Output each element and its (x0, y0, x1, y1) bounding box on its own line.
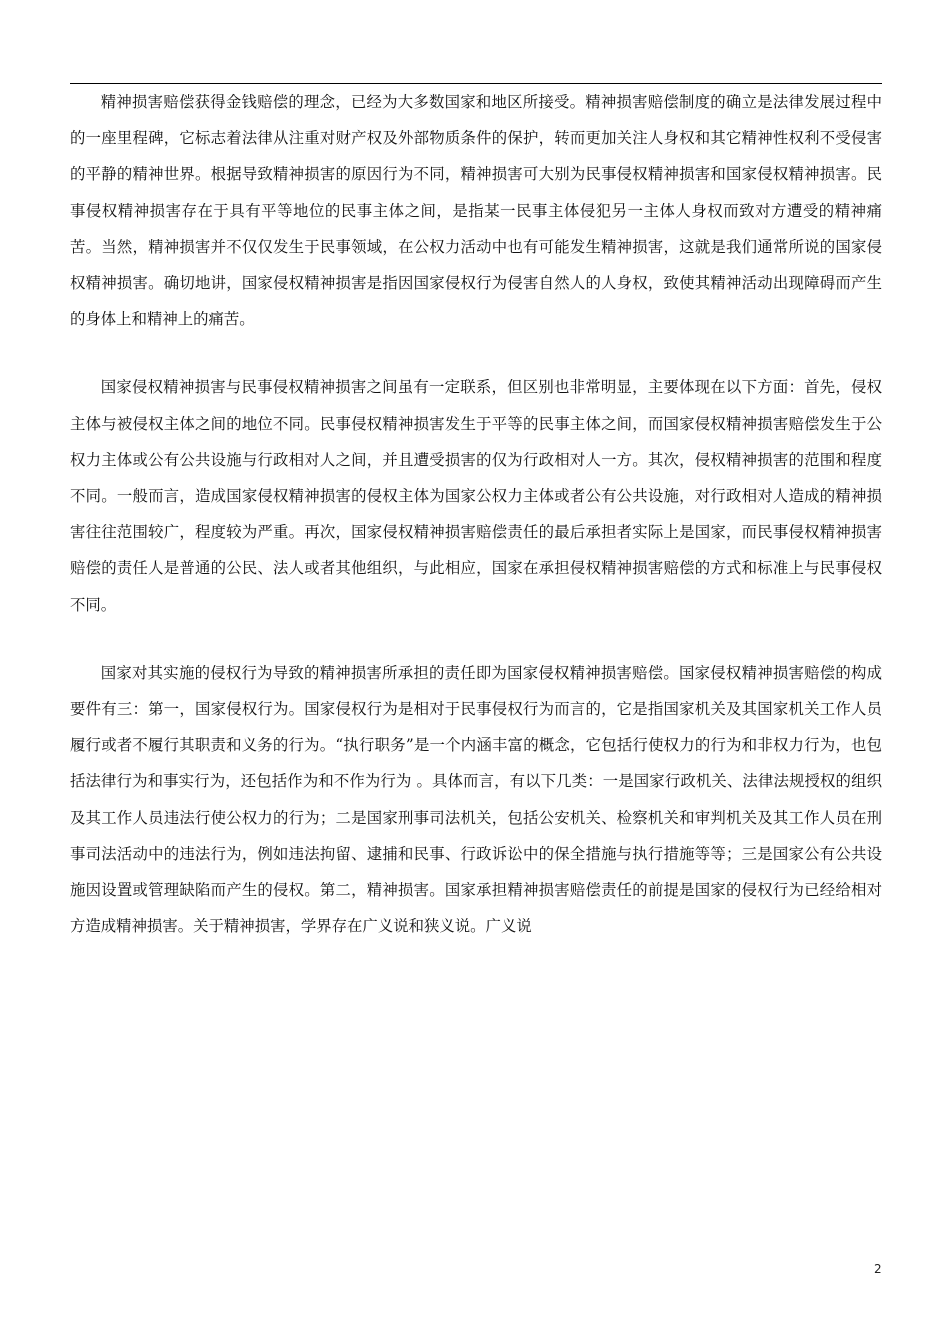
paragraph-1: 精神损害赔偿获得金钱赔偿的理念，已经为大多数国家和地区所接受。精神损害赔偿制度的确立是法律发展过程中的一座里程碑，它标志着法律从注重对财产权及外部物质条件的保护，转而更加关注人身权和其它精神性权利不受侵害的平静的精神世界。根据导致精神损害的原因行为不同，精神损害可大别为民事侵权精神损害和国家侵权精神损害。民事侵权精神损害存在于具有平等地位的民事主体之间，是指某一民事主体侵犯另一主体人身权而致对方遭受的精神痛苦。当然，精神损害并不仅仅发生于民事领域，在公权力活动中也有可能发生精神损害，这就是我们通常所说的国家侵权精神损害。确切地讲，国家侵权精神损害是指因国家侵权行为侵害自然人的人身权，致使其精神活动出现障碍而产生的身体上和精神上的痛苦。 (70, 93, 882, 329)
document-body (70, 84, 882, 976)
page-number: 2 (874, 1262, 882, 1276)
paragraph-2: 国家侵权精神损害与民事侵权精神损害之间虽有一定联系，但区别也非常明显，主要体现在以下方面：首先，侵权主体与被侵权主体之间的地位不同。民事侵权精神损害发生于平等的民事主体之间，而国家侵权精神损害赔偿发生于公权力主体或公有公共设施与行政相对人之间，并且遭受损害的仅为行政相对人一方。其次，侵权精神损害的范围和程度不同。一般而言，造成国家侵权精神损害的侵权主体为国家公权力主体或者公有公共设施，对行政相对人造成的精神损害往往范围较广，程度较为严重。再次，国家侵权精神损害赔偿责任的最后承担者实际上是国家，而民事侵权精神损害赔偿的责任人是普通的公民、法人或者其他组织，与此相应，国家在承担侵权精神损害赔偿的方式和标准上与民事侵权不同。 (70, 378, 882, 614)
paragraph-3: 国家对其实施的侵权行为导致的精神损害所承担的责任即为国家侵权精神损害赔偿。国家侵权精神损害赔偿的构成要件有三：第一，国家侵权行为。国家侵权行为是相对于民事侵权行为而言的，它是指国家机关及其国家机关工作人员履行或者不履行其职责和义务的行为。“执行职务”是一个内涵丰富的概念，它包括行使权力的行为和非权力行为，也包括法律行为和事实行为，还包括作为和不作为行为 。具体而言，有以下几类：一是国家行政机关、法律法规授权的组织及其工作人员违法行使公权力的行为；二是国家刑事司法机关，包括公安机关、检察机关和审判机关及其工作人员在刑事司法活动中的违法行为，例如违法拘留、逮捕和民事、行政诉讼中的保全措施与执行措施等等；三是国家公有公共设施因设置或管理缺陷而产生的侵权。第二，精神损害。国家承担精神损害赔偿责任的前提是国家的侵权行为已经给相对方造成精神损害。关于精神损害，学界存在广义说和狭义说。广义说 (70, 663, 882, 936)
